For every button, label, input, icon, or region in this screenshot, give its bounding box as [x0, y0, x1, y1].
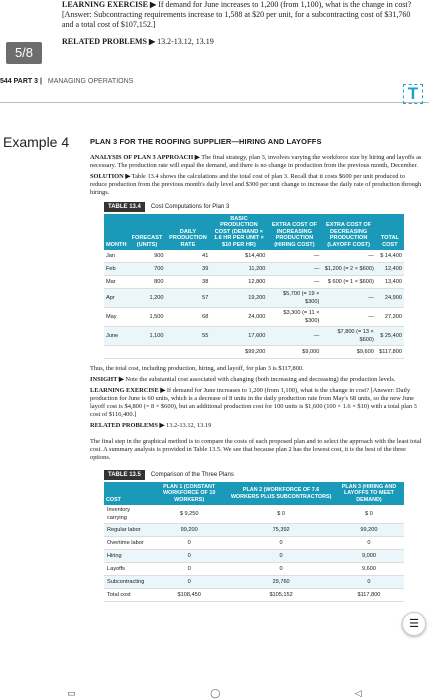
part-label: PART 3: [13, 78, 39, 85]
table2-tag: TABLE 13.5: [104, 470, 145, 480]
table-cell: 0: [150, 550, 228, 563]
column-header: PLAN 1 (CONSTANT WORKFORCE OF 10 WORKERS): [150, 482, 228, 505]
table-cell: 57: [165, 289, 210, 308]
table-cell: 24,900: [376, 289, 404, 308]
approach-lead: ANALYSIS OF PLAN 3 APPROACH ▶: [90, 154, 200, 161]
total-cell: [129, 346, 166, 359]
table-cell: June: [104, 327, 129, 346]
column-header: EXTRA COST OF DECREASING PRODUCTION (LAYOFF COST): [321, 214, 375, 250]
table-cell: 0: [228, 550, 334, 563]
table-cell: $ 25,400: [376, 327, 404, 346]
table-row: [104, 505, 404, 524]
total-cell: $117,800: [376, 346, 404, 359]
table-cell: 800: [129, 276, 166, 289]
table-cell: $3,300 (= 11 × $300): [267, 308, 321, 327]
column-header: MONTH: [104, 214, 129, 250]
insight-lead: INSIGHT ▶: [90, 376, 124, 384]
column-header: TOTAL COST: [376, 214, 404, 250]
table-cell: —: [267, 327, 321, 346]
total-cell: $9,000: [267, 346, 321, 359]
plan3-cost-table: [104, 214, 404, 359]
table-row: [104, 289, 404, 308]
related-lead: RELATED PROBLEMS ▶: [62, 37, 156, 46]
table1-tag: TABLE 13.4: [104, 202, 145, 212]
exercise-text: If demand for June increases to 1,200 (from 1,100), what is the change in cost? [Answer: Subcontracting requirements increase to 1,588 at $20 per unit, for a subcontracting cost of $31,760 and a total cost of $107,152.]: [62, 0, 412, 29]
table-cell: 17,600: [210, 327, 267, 346]
table-row: [104, 576, 404, 589]
example-label: Example 4: [3, 134, 70, 150]
exercise2-lead: LEARNING EXERCISE ▶: [90, 387, 166, 395]
table-cell: 9,600: [334, 563, 404, 576]
table-row: [104, 537, 404, 550]
solution-text: Table 13.4 shows the calculations and the total cost of plan 3. Recall that it costs $600 per unit produced to reduce production from the previous month's daily level and $300 per unit change to increase the daily rate of production through hirings.: [90, 173, 422, 196]
table-row: [104, 263, 404, 276]
solution-lead: SOLUTION ▶: [90, 173, 131, 180]
table-cell: Regular labor: [104, 524, 150, 537]
table-cell: $ 14,400: [376, 250, 404, 263]
table-cell: 55: [165, 327, 210, 346]
insight-text: Note the substantial cost associated with changing (both increasing and decreasing) the production levels.: [125, 376, 396, 384]
exercise2-text: If demand for June increases to 1,200 (from 1,100), what is the change in cost? [Answer: Daily production for June is 60 units, which is a decrease of 8 units in the daily production rate from May's 68 units, so the new June layoff cost is $4,800 (= 8 × $600), but an additional production cost for 100 units is $1,600 (100 × 1.6 × $10) with a total plan 3 cost of $116,400.]: [90, 387, 417, 419]
table-cell: —: [321, 308, 375, 327]
table-cell: 13,400: [376, 276, 404, 289]
bottom-nav: [0, 688, 429, 700]
column-header: EXTRA COST OF INCREASING PRODUCTION (HIRING COST): [267, 214, 321, 250]
table-cell: Jan: [104, 250, 129, 263]
table-cell: 11,200: [210, 263, 267, 276]
table-cell: Mar: [104, 276, 129, 289]
page-number: 544: [0, 78, 12, 85]
table-cell: 900: [129, 250, 166, 263]
column-header: FORECAST (UNITS): [129, 214, 166, 250]
table-row: [104, 589, 404, 602]
table-cell: 9,000: [334, 550, 404, 563]
table-cell: 99,200: [334, 524, 404, 537]
table-cell: 24,000: [210, 308, 267, 327]
table-row: [104, 550, 404, 563]
column-header: PLAN 3 (HIRING AND LAYOFFS TO MEET DEMAND): [334, 482, 404, 505]
text-select-icon[interactable]: T: [403, 84, 423, 104]
table-cell: 0: [334, 576, 404, 589]
table-row: [104, 524, 404, 537]
table-cell: —: [267, 250, 321, 263]
total-cell: $99,200: [210, 346, 267, 359]
table-cell: $ 9,250: [150, 505, 228, 524]
table-cell: 0: [150, 563, 228, 576]
table-cell: $105,152: [228, 589, 334, 602]
table-cell: 1,500: [129, 308, 166, 327]
table-cell: —: [267, 263, 321, 276]
table-cell: Total cost: [104, 589, 150, 602]
column-header: BASIC PRODUCTION COST (DEMAND × 1.6 HR PER UNIT × $10 PER HR): [210, 214, 267, 250]
table-cell: Subcontracting: [104, 576, 150, 589]
table-cell: 0: [228, 537, 334, 550]
table-cell: 1,200: [129, 289, 166, 308]
table-cell: —: [267, 276, 321, 289]
total-cell: $9,600: [321, 346, 375, 359]
table-cell: 68: [165, 308, 210, 327]
table-cell: $1,200 (= 2 × $600): [321, 263, 375, 276]
table-row: [104, 250, 404, 263]
exercise-lead: LEARNING EXERCISE ▶: [62, 0, 157, 9]
example-content: [90, 138, 422, 602]
table-cell: 27,300: [376, 308, 404, 327]
column-header: DAILY PRODUCTION RATE: [165, 214, 210, 250]
table-cell: $117,800: [334, 589, 404, 602]
final-step-text: The final step in the graphical method is to compare the costs of each proposed plan and to select the approach with the least total cost. A summary analysis is provided in Table 13.5. We see that because plan 2 has the lowest cost, it is the best of the three options.: [90, 438, 422, 462]
total-cost-sentence: Thus, the total cost, including production, hiring, and layoff, for plan 3 is $117,800.: [90, 365, 304, 373]
plan-comparison-table: [104, 482, 404, 602]
table-cell: 38: [165, 276, 210, 289]
table-cell: $108,450: [150, 589, 228, 602]
approach-text: The final strategy, plan 3, involves varying the workforce size by hiring and layoffs as necessary. The production rate will equal the demand, and there is no change in production from the previous month, December.: [90, 154, 422, 169]
example-title: PLAN 3 FOR THE ROOFING SUPPLIER—HIRING AND LAYOFFS: [90, 137, 322, 146]
table-cell: $ 0: [228, 505, 334, 524]
table-cell: —: [321, 250, 375, 263]
column-header: COST: [104, 482, 150, 505]
column-header: PLAN 2 (WORKFORCE OF 7.6 WORKERS PLUS SUBCONTRACTORS): [228, 482, 334, 505]
table-cell: 1,100: [129, 327, 166, 346]
table-cell: 19,200: [210, 289, 267, 308]
related2-text: 13.2-13.12, 13.19: [166, 422, 212, 430]
total-cell: [165, 346, 210, 359]
table-cell: 0: [334, 537, 404, 550]
table-cell: Apr: [104, 289, 129, 308]
table-cell: 12,800: [210, 276, 267, 289]
table1-title: Cost Computations for Plan 3: [150, 204, 230, 210]
table-cell: Hiring: [104, 550, 150, 563]
page-counter-badge[interactable]: 5/8: [6, 42, 42, 64]
table-cell: 39: [165, 263, 210, 276]
chat-icon[interactable]: ☰: [402, 612, 426, 636]
table-cell: $7,800 (= 13 × $600): [321, 327, 375, 346]
nav-right-icon[interactable]: ◁: [354, 688, 362, 698]
table-cell: 41: [165, 250, 210, 263]
table-cell: 0: [150, 576, 228, 589]
table-row: [104, 276, 404, 289]
table-cell: Inventory carrying: [104, 505, 150, 524]
table-cell: —: [321, 289, 375, 308]
table-cell: Overtime labor: [104, 537, 150, 550]
table-row: [104, 327, 404, 346]
related-text: 13.2-13.12, 13.19: [157, 37, 214, 46]
table-cell: 12,400: [376, 263, 404, 276]
table-cell: $14,400: [210, 250, 267, 263]
nav-left-icon[interactable]: ▭: [67, 688, 76, 698]
total-cell: [104, 346, 129, 359]
table-cell: 29,760: [228, 576, 334, 589]
table-cell: Feb: [104, 263, 129, 276]
prior-page-excerpt: [0, 0, 429, 72]
table-cell: 99,200: [150, 524, 228, 537]
table-cell: $5,700 (= 19 × $300): [267, 289, 321, 308]
table-cell: 75,392: [228, 524, 334, 537]
table-row: [104, 308, 404, 327]
table-cell: $ 0: [334, 505, 404, 524]
totals-row: [104, 346, 404, 359]
table-cell: May: [104, 308, 129, 327]
table-cell: Layoffs: [104, 563, 150, 576]
table-row: [104, 563, 404, 576]
table-cell: $ 600 (= 1 × $600): [321, 276, 375, 289]
table-cell: 0: [150, 537, 228, 550]
nav-mid-icon[interactable]: ◯: [210, 688, 221, 698]
section-label: MANAGING OPERATIONS: [47, 78, 134, 85]
page-header: 544 PART 3 | MANAGING OPERATIONS T: [0, 74, 429, 103]
table-cell: 700: [129, 263, 166, 276]
table2-title: Comparison of the Three Plans: [150, 472, 234, 479]
table-cell: 0: [228, 563, 334, 576]
related2-lead: RELATED PROBLEMS ▶: [90, 422, 165, 430]
